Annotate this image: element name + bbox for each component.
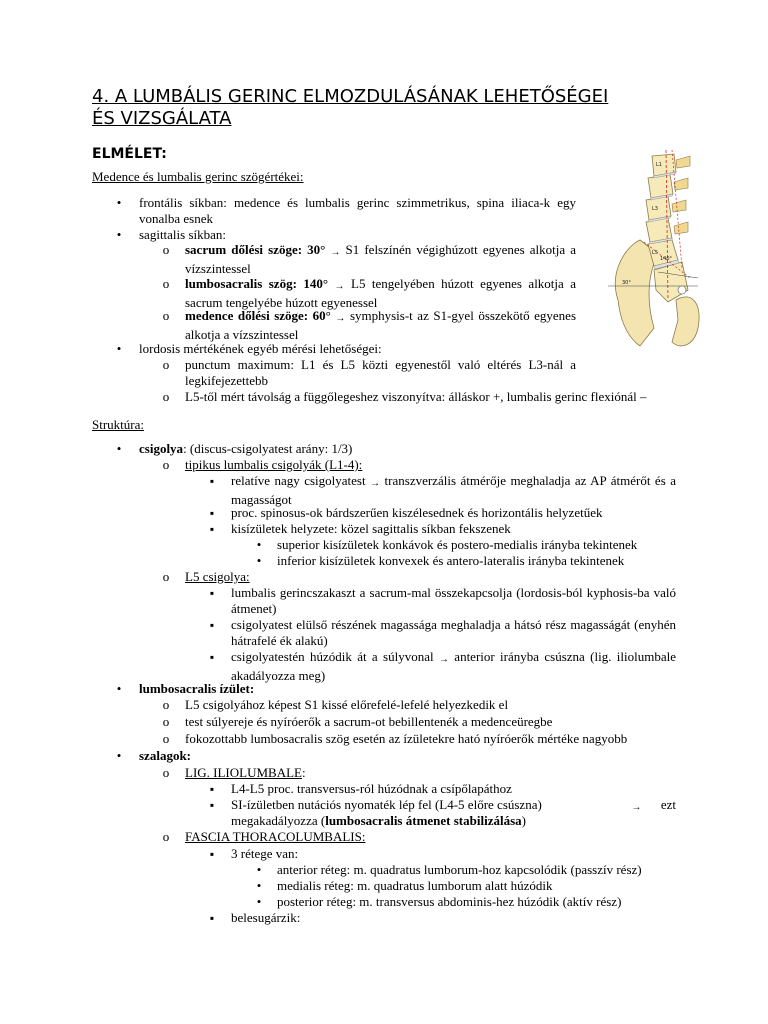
lig2-text-4: ) bbox=[521, 813, 526, 828]
lsiz2-text: test súlyereje és nyíróerők a sacrum-ot bebillentenék a medenceüregbe bbox=[185, 714, 553, 729]
l5-text: L5 csigolya: bbox=[185, 569, 250, 584]
bullet-icon bbox=[205, 846, 219, 862]
lig2-line-2 bbox=[231, 813, 526, 829]
bullet-icon bbox=[252, 878, 266, 894]
bullet-icon bbox=[205, 781, 219, 797]
arrow-icon: → bbox=[335, 313, 346, 324]
l5c-text-2: anterior irányba csúszna (lig. iliolumbale akadályozza meg) bbox=[231, 649, 677, 683]
section-heading: ELMÉLET: bbox=[92, 146, 167, 162]
lig1-text: L4-L5 proc. transversus-ról húzódnak a csípőlapáthoz bbox=[231, 781, 512, 796]
tipikus-text: tipikus lumbalis csigolyák (L1-4): bbox=[185, 457, 363, 472]
label-l3: L3 bbox=[652, 206, 658, 212]
inferior-text: inferior kisízületek konvexek és antero-lateralis irányba tekintenek bbox=[277, 553, 625, 568]
bullet-icon bbox=[205, 910, 219, 926]
lig-title: LIG. ILIOLUMBALE bbox=[185, 765, 302, 780]
szal-text: szalagok: bbox=[139, 748, 191, 763]
arrow-icon: → bbox=[330, 247, 341, 258]
medence-item bbox=[185, 308, 576, 343]
l5a-text: lumbalis gerincszakaszt a sacrum-mal összekapcsolja (lordosis-ból kyphosis-ba való átmenet) bbox=[231, 585, 676, 616]
bullet-icon bbox=[159, 765, 173, 781]
l5b-text: csigolyatest elülső részének magassága meghaladja a hátsó rész magasságát (enyhén hátrafelé ék alakú) bbox=[231, 617, 676, 648]
relative-text-2: transzverzális átmérője meghaladja az AP átmérőt és a magasságot bbox=[231, 473, 677, 507]
ant-text: anterior réteg: m. quadratus lumborum-hoz kapcsolódik (passzív rész) bbox=[277, 862, 642, 877]
bullet-icon bbox=[159, 829, 173, 845]
bullet-icon bbox=[205, 505, 219, 521]
arrow-icon: → bbox=[631, 802, 642, 813]
bullet-icon bbox=[112, 441, 126, 457]
proc-text: proc. spinosus-ok bárdszerűen kiszélesednek és horizontális helyzetűek bbox=[231, 505, 603, 520]
bullet-icon bbox=[205, 521, 219, 537]
bullet-icon bbox=[205, 649, 219, 665]
bullet-icon bbox=[159, 457, 173, 473]
lsiz1-text: L5 csigolyához képest S1 kissé előrefelé-lefelé helyezkedik el bbox=[185, 697, 509, 712]
bullet-icon bbox=[252, 862, 266, 878]
csigolya-item bbox=[139, 441, 352, 457]
lumbo-item bbox=[185, 276, 576, 311]
kisz-text: kisízületek helyzete: közel sagittalis síkban fekszenek bbox=[231, 521, 511, 536]
lig2-bold: lumbosacralis átmenet stabilizálása bbox=[325, 813, 522, 828]
bullet-icon bbox=[159, 569, 173, 585]
punctum-text: punctum maximum: L1 és L5 közti egyenestől való eltérés L3-nál a legkifejezettebb bbox=[185, 357, 576, 388]
title-line-1: 4. A LUMBÁLIS GERINC ELMOZDULÁSÁNAK LEHETŐSÉGEI bbox=[92, 86, 609, 107]
l5c-item bbox=[231, 649, 676, 684]
lsiz3-text: fokozottabb lumbosacralis szög esetén az ízületekre ható nyíróerők mértéke nagyobb bbox=[185, 731, 628, 746]
bullet-icon bbox=[252, 553, 266, 569]
fascia-text: FASCIA THORACOLUMBALIS: bbox=[185, 829, 366, 844]
bullet-icon bbox=[112, 341, 126, 357]
bullet-icon bbox=[112, 195, 126, 211]
bullet-icon bbox=[159, 308, 173, 324]
bullet-icon bbox=[252, 537, 266, 553]
bullet-icon bbox=[205, 617, 219, 633]
lig-item bbox=[185, 765, 306, 781]
lumbar-spine-figure bbox=[598, 150, 710, 356]
label-30: 30° bbox=[622, 280, 631, 286]
l5c-text-1: csigolyatestén húzódik át a súlyvonal bbox=[231, 649, 434, 664]
relative-item bbox=[231, 473, 676, 508]
beles-text: belesugárzik: bbox=[231, 910, 301, 925]
bullet-icon bbox=[112, 681, 126, 697]
bullet-icon bbox=[159, 242, 173, 258]
medence-text: symphysis-t az S1-gyel összekötő egyenes alkotja a vízszintessel bbox=[185, 308, 577, 342]
bullet-icon bbox=[205, 473, 219, 489]
relative-text: relatíve nagy csigolyatest bbox=[231, 473, 366, 488]
title-line-2: ÉS VIZSGÁLATA bbox=[92, 108, 232, 129]
bullet-icon bbox=[205, 797, 219, 813]
reteg-text: 3 rétege van: bbox=[231, 846, 299, 861]
bullet-icon bbox=[159, 389, 173, 405]
label-l1: L1 bbox=[656, 162, 662, 168]
page-title bbox=[92, 86, 692, 130]
medence-bold: medence dőlési szöge: 60° bbox=[185, 308, 331, 323]
bullet-icon bbox=[159, 714, 173, 730]
post-text: posterior réteg: m. transversus abdominis-hez húzódik (aktív rész) bbox=[277, 894, 622, 909]
bullet-icon bbox=[159, 276, 173, 292]
superior-text: superior kisízületek konkávok és postero-medialis irányba tekintenek bbox=[277, 537, 638, 552]
lumbo-bold: lumbosacralis szög: 140° bbox=[185, 276, 329, 291]
lig2-text-1: SI-ízületben nutációs nyomaték lép fel (L4-5 előre csúszna) bbox=[231, 797, 542, 812]
bullet-icon bbox=[252, 894, 266, 910]
sacrum-bold: sacrum dőlési szöge: 30° bbox=[185, 242, 326, 257]
bullet-icon bbox=[159, 357, 173, 373]
bullet-icon bbox=[159, 731, 173, 747]
lig-colon: : bbox=[301, 765, 306, 780]
arrow-icon: → bbox=[438, 654, 449, 665]
l5tol-text: L5-től mért távolság a függőlegeshez viszonyítva: álláskor +, lumbalis gerinc flexiónál – bbox=[185, 389, 647, 404]
lig2-text-3: megakadályozza ( bbox=[231, 813, 326, 828]
bullet-icon bbox=[205, 585, 219, 601]
med-text: medialis réteg: m. quadratus lumborum alatt húzódik bbox=[277, 878, 553, 893]
sacrum-item bbox=[185, 242, 576, 277]
bullet-icon bbox=[112, 227, 126, 243]
csigolya-text: : (discus-csigolyatest arány: 1/3) bbox=[183, 441, 353, 456]
structure-heading: Struktúra: bbox=[92, 417, 144, 432]
label-l5: L5 bbox=[652, 250, 658, 256]
arrow-icon: → bbox=[334, 281, 345, 292]
lumbo-text: L5 tengelyében húzott egyenes alkotja a sacrum tengelyébe húzott egyenessel bbox=[185, 276, 577, 310]
arrow-icon: → bbox=[370, 478, 381, 489]
lordosis-text: lordosis mértékének egyéb mérési lehetőségei: bbox=[139, 341, 382, 356]
lig2-text-2: ezt bbox=[660, 797, 676, 812]
label-140: 140° bbox=[660, 256, 673, 262]
sacrum-text: S1 felszínén végighúzott egyenes alkotja a vízszintessel bbox=[185, 242, 577, 276]
bullet-icon bbox=[159, 697, 173, 713]
frontal-text: frontális síkban: medence és lumbalis gerinc szimmetrikus, spina iliaca-k egy vonalba esnek bbox=[139, 195, 576, 226]
bullet-icon bbox=[112, 748, 126, 764]
csigolya-bold: csigolya bbox=[139, 441, 184, 456]
lsiz-text: lumbosacralis ízület: bbox=[139, 681, 255, 696]
theory-heading: Medence és lumbalis gerinc szögértékei: bbox=[92, 169, 304, 184]
sagittal-text: sagittalis síkban: bbox=[139, 227, 227, 242]
